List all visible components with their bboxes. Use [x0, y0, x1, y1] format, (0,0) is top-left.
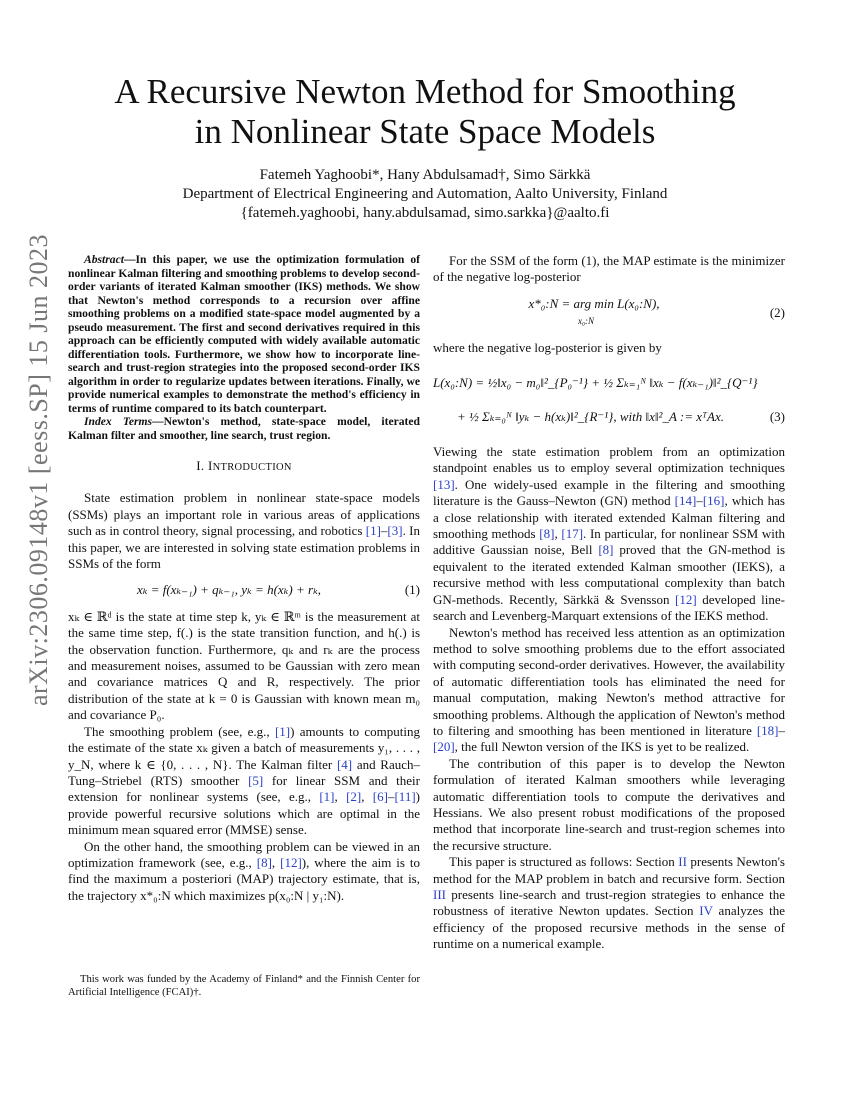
section-link[interactable]: II	[678, 854, 687, 870]
index-terms-text: —Newton's method, state-space model, iterated Kalman filter and smoother, line search, trust region.	[68, 415, 420, 442]
equation-3-line-1: L(x₀:N) = ½‖x₀ − m₀‖²_{P₀⁻¹} + ½ Σₖ₌₁ᴺ ‖xₖ − f(xₖ₋₁)‖²_{Q⁻¹}	[433, 374, 758, 390]
emails: {fatemeh.yaghoobi, hany.abdulsamad, simo.sarkka}@aalto.fi	[240, 205, 610, 221]
equation-1-number: (1)	[404, 582, 420, 598]
right-column	[433, 253, 785, 953]
section-link[interactable]: III	[433, 887, 446, 902]
index-terms-lead: Index Terms	[84, 415, 153, 428]
text: –	[696, 493, 703, 509]
intro-paragraph-2: xₖ ∈ ℝᵈ is the state at time step k, yₖ ∈ ℝᵐ is the measurement at the same time step, f(.) is the state transition function, and h(.) is the observation function. Furthermore, qₖ and rₖ are the process and measurement noises, assumed to be Gaussian with zero mean and covariance matrices Q and R, respectively. The prior distribution of the state at k = 0 is Gaussian with known mean m₀ and covariance P₀.	[68, 608, 420, 723]
abstract-text: —In this paper, we use the optimization formulation of nonlinear Kalman filtering and smoothing problems to develop second-order variants of iterated Kalman smoother (IKS) methods. We show that Newton's method corresponds to a recursion over affine smoothing problems on a modified state-space model augmented by a pseudo measurement. The first and second derivatives required in this approach can be efficiently computed with widely available automatic differentiation tools. Furthermore, we show how to incorporate line-search and trust-region strategies into the proposed second-order IKS algorithm in order to regularize updates between iterations. Finally, we provide numerical examples to demonstrate the method's efficiency in terms of runtime compared to its batch counterpart.	[68, 253, 420, 415]
intro-paragraph-1	[68, 490, 420, 572]
citation-link[interactable]: [1]	[319, 789, 335, 805]
text: , which has a close relationship with iterated extended Kalman filtering and smoothing methods	[433, 493, 785, 542]
text: . In this paper, we are interested in solving state estimation problems in SSMs of the form	[68, 523, 420, 572]
text: presents line-search and trust-region strategies to enhance the robustness of iterative Newton updates. Section	[433, 887, 785, 919]
text: –	[387, 789, 395, 805]
intro-paragraph-3	[68, 724, 420, 839]
text: ) amounts to computing the estimate of the state xₖ given a batch of measurements y₁, . . . , y_N, where k ∈ {0, . . . , N}. The Kalman filter	[68, 723, 420, 772]
text: –	[778, 722, 785, 738]
citation-link[interactable]: [3]	[387, 523, 403, 539]
equation-3	[433, 366, 785, 434]
citation-link[interactable]: [8]	[256, 854, 272, 870]
citation-link[interactable]: [6]	[372, 789, 388, 805]
text: and Rauch–Tung–Striebel (RTS) smoother	[68, 756, 420, 788]
right-paragraph-2: where the negative log-posterior is given by	[433, 339, 662, 355]
citation-link[interactable]: [8]	[598, 542, 614, 558]
text: –	[380, 523, 388, 539]
citation-link[interactable]: [12]	[280, 854, 302, 870]
section-name-rest: NTRODUCTION	[212, 462, 292, 473]
citation-link[interactable]: [14]	[674, 493, 697, 509]
equation-3-number: (3)	[769, 408, 785, 424]
section-name-first: I	[207, 458, 213, 473]
text: presents Newton's method for the MAP problem in batch and recursive form. Section	[433, 854, 785, 886]
abstract-lead: Abstract	[84, 253, 124, 266]
equation-2-body	[433, 296, 755, 330]
text: ,	[554, 526, 562, 542]
section-heading-introduction	[68, 458, 420, 476]
authors: Fatemeh Yaghoobi*, Hany Abdulsamad†, Simo Särkkä	[259, 167, 591, 183]
title-line-1: A Recursive Newton Method for Smoothing	[114, 72, 736, 111]
citation-link[interactable]: [11]	[394, 789, 416, 805]
right-paragraph-6	[433, 854, 785, 952]
text: On the other hand, the smoothing problem can be viewed in an optimization framework (see, e.g.,	[68, 838, 420, 870]
equation-2-subscript: x₀:N	[577, 316, 595, 327]
equation-2-number: (2)	[769, 304, 785, 320]
right-paragraph-3	[433, 444, 785, 624]
citation-link[interactable]: [1]	[274, 723, 291, 739]
text: ,	[361, 789, 373, 805]
arxiv-sidebar	[24, 233, 54, 707]
footnote: This work was funded by the Academy of Finland* and the Finnish Center for Artificial Intelligence (FCAI)†.	[68, 974, 420, 998]
equation-3-line-2: + ½ Σₖ₌₀ᴺ ‖yₖ − h(xₖ)‖²_{R⁻¹}, with ‖x‖²_A := xᵀAx.	[457, 408, 725, 424]
text: State estimation problem in nonlinear state-space models (SSMs) plays an important role in various areas of applications such as in control theory, signal processing, and robotics	[68, 490, 420, 539]
text: developed line-search and Levenberg-Marquart extensions of the IEKS method.	[433, 591, 785, 624]
intro-paragraph-4	[68, 839, 420, 905]
citation-link[interactable]: [16]	[702, 493, 725, 509]
index-terms	[68, 415, 420, 442]
right-paragraph-5: The contribution of this paper is to develop the Newton formulation of iterated Kalman smoothers while leveraging automatic differentiation tools to compute the derivatives and Hessians. We also present robust modifications of the proposed method that incorporate line-search and trust-region schemes into the recursive structure.	[433, 755, 785, 853]
text: for linear SSM and their extension for nonlinear systems (see, e.g.,	[68, 772, 420, 805]
citation-link[interactable]: [17]	[561, 526, 584, 542]
citation-link[interactable]: [5]	[248, 772, 264, 788]
text: , the full Newton version of the IKS is yet to be realized.	[454, 739, 750, 755]
citation-link[interactable]: [13]	[433, 476, 455, 492]
equation-2-text: x*₀:N = arg min L(x₀:N),	[528, 295, 660, 311]
text: ,	[271, 854, 281, 870]
text: The smoothing problem (see, e.g.,	[84, 723, 275, 739]
paper-title	[60, 72, 790, 152]
equation-3-row-1	[433, 366, 785, 400]
arxiv-id: arXiv:2306.09148v1 [eess.SP] 15 Jun 2023	[24, 233, 53, 707]
text: This paper is structured as follows: Section	[449, 854, 679, 870]
section-link[interactable]: IV	[699, 903, 713, 919]
right-paragraph-4	[433, 625, 785, 756]
text: Viewing the state estimation problem from an optimization standpoint enables us to employ several optimization techniques	[433, 444, 785, 476]
text: proved that the GN-method is equivalent to the iterated extended Kalman smoother (IEKS), a recursive method with less computational complexity than batch GN-methods. Recently, Särkkä & Svensson	[433, 542, 785, 607]
equation-3-row-2	[433, 400, 785, 434]
right-paragraph-1: For the SSM of the form (1), the MAP estimate is the minimizer of the negative log-posterior	[433, 253, 785, 285]
left-column	[68, 253, 420, 904]
citation-link[interactable]: [20]	[433, 739, 455, 755]
text: ) provide powerful recursive solutions which are optimal in the minimum mean squared error (MMSE) sense.	[68, 789, 420, 838]
title-line-2: in Nonlinear State Space Models	[194, 112, 656, 151]
citation-link[interactable]: [18]	[756, 722, 779, 738]
equation-2	[433, 296, 785, 330]
section-numeral: I.	[196, 458, 205, 473]
abstract	[68, 253, 420, 415]
text: ,	[334, 789, 347, 805]
equation-1	[68, 582, 420, 598]
text: analyzes the efficiency of the proposed recursive methods in the sense of runtime on a numerical example.	[433, 903, 785, 952]
text: . One widely-used example in the filtering and smoothing literature is the Gauss–Newton (GN) method	[433, 476, 785, 509]
text: ), where the aim is to find the maximum a posteriori (MAP) trajectory estimate, that is, the trajectory x*₀:N which maximizes p(x₀:N | y₁:N).	[68, 854, 421, 903]
citation-link[interactable]: [4]	[336, 756, 353, 772]
citation-link[interactable]: [2]	[346, 789, 362, 805]
affiliation: Department of Electrical Engineering and Automation, Aalto University, Finland	[182, 186, 668, 202]
citation-link[interactable]: [1]	[365, 523, 381, 539]
citation-link[interactable]: [8]	[539, 526, 555, 542]
citation-link[interactable]: [12]	[675, 591, 697, 607]
text: Newton's method has received less attention as an optimization method to solve smoothing problems due to the effort associated with computing second-order derivatives. However, the availability of automatic differentiation tools has eliminated the need for manual computation, making Newton's method attractive for smoothing problems. Although the application of Newton's method to filtering and smoothing has been mentioned in literature	[433, 624, 785, 738]
equation-1-body: xₖ = f(xₖ₋₁) + qₖ₋₁, yₖ = h(xₖ) + rₖ,	[136, 582, 322, 598]
text: . In particular, for nonlinear SSM with additive Gaussian noise, Bell	[433, 526, 786, 558]
